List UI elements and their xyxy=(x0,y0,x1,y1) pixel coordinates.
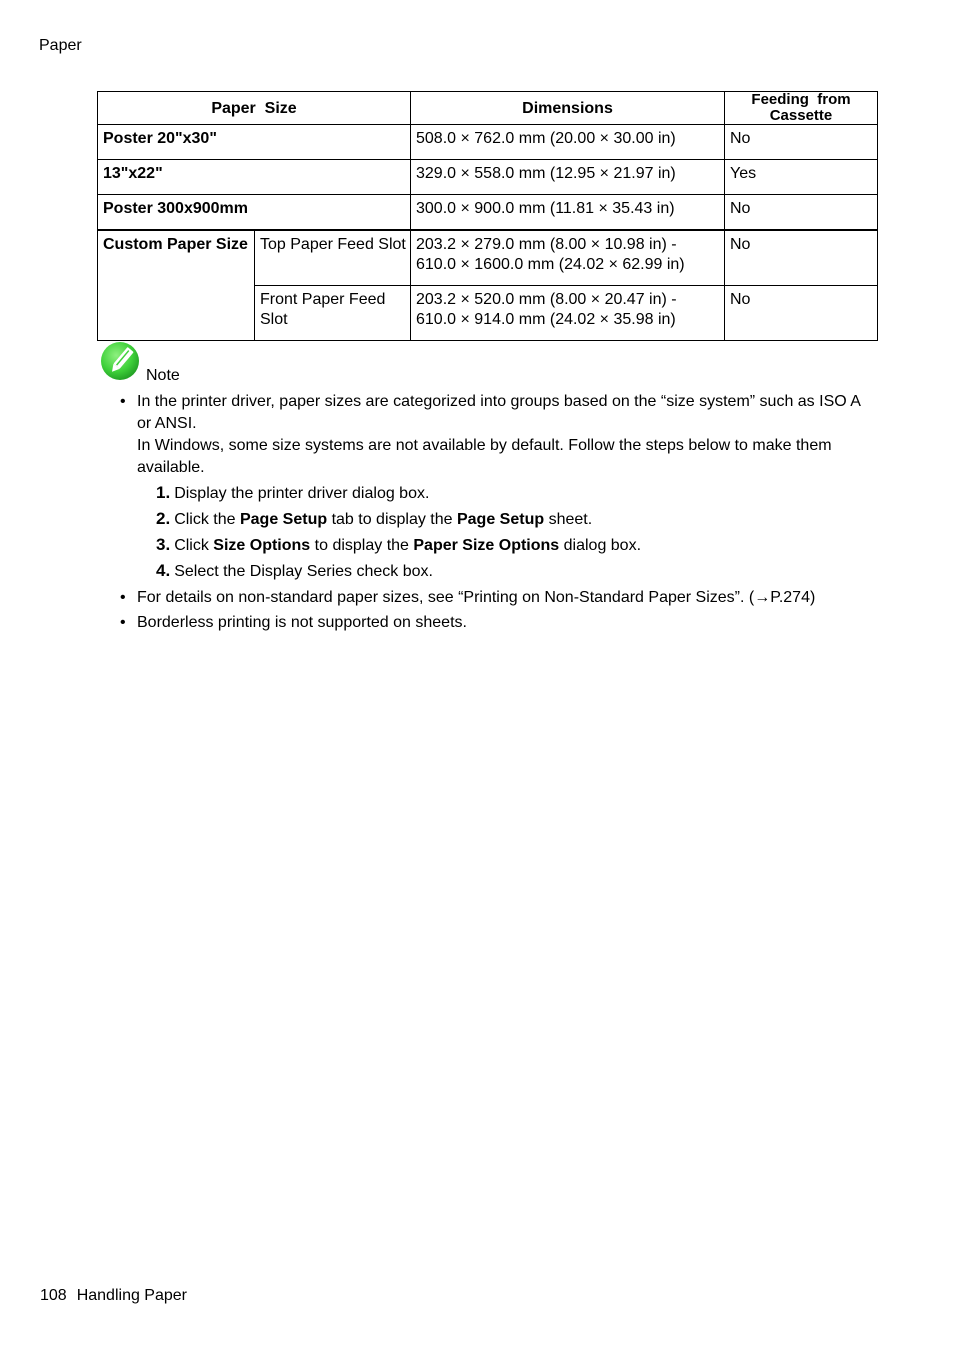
note-list xyxy=(120,391,865,637)
running-header: Paper xyxy=(39,37,82,54)
step-item xyxy=(156,533,865,558)
slot-cell: Top Paper Feed Slot xyxy=(255,230,411,286)
feeding-cell: No xyxy=(725,230,878,286)
note-text: For details on non-standard paper sizes, see “Printing on Non-Standard Paper Sizes”. (→P.274) xyxy=(137,589,816,606)
dimensions-cell: 329.0 × 558.0 mm (12.95 × 21.97 in) xyxy=(411,160,725,195)
feeding-cell: No xyxy=(725,286,878,341)
step-number: 1. xyxy=(156,483,171,502)
step-number: 3. xyxy=(156,535,171,554)
dimensions-cell: 508.0 × 762.0 mm (20.00 × 30.00 in) xyxy=(411,125,725,160)
note-text: Borderless printing is not supported on sheets. xyxy=(137,614,467,631)
paper-size-table xyxy=(97,91,878,341)
step-text: dialog box. xyxy=(559,537,642,554)
header-feeding: Feeding from Cassette xyxy=(725,92,878,125)
dimensions-cell: 203.2 × 279.0 mm (8.00 × 10.98 in) - 610.0 × 1600.0 mm (24.02 × 62.99 in) xyxy=(411,230,725,286)
step-text: Select the Display Series check box. xyxy=(174,563,433,580)
list-item xyxy=(120,612,865,634)
ui-term: Paper Size Options xyxy=(413,537,560,554)
slot-cell: Front Paper Feed Slot xyxy=(255,286,411,341)
bullet-icon: • xyxy=(120,393,126,410)
ui-term: Page Setup xyxy=(456,511,545,528)
dimensions-cell: 203.2 × 520.0 mm (8.00 × 20.47 in) - 610.0 × 914.0 mm (24.02 × 35.98 in) xyxy=(411,286,725,341)
list-item xyxy=(120,391,865,584)
step-text: tab to display the xyxy=(327,511,457,528)
feeding-cell: No xyxy=(725,195,878,231)
pencil-note-icon xyxy=(100,340,142,382)
step-number: 2. xyxy=(156,509,171,528)
paper-size-cell: Poster 300x900mm xyxy=(98,195,411,231)
step-text: to display the xyxy=(310,537,414,554)
step-item xyxy=(156,507,865,532)
steps-list xyxy=(156,481,865,584)
header-paper-size: Paper Size xyxy=(98,92,411,125)
chapter-title: Handling Paper xyxy=(76,1287,187,1304)
dimensions-cell: 300.0 × 900.0 mm (11.81 × 35.43 in) xyxy=(411,195,725,231)
ui-term: Page Setup xyxy=(239,511,328,528)
step-item xyxy=(156,481,865,506)
list-item xyxy=(120,587,865,609)
note-label: Note xyxy=(146,367,180,384)
table-header-row xyxy=(98,92,878,125)
step-text: Display the printer driver dialog box. xyxy=(174,485,430,502)
note-text: In Windows, some size systems are not available by default. Follow the steps below to make them available. xyxy=(137,437,832,476)
paper-size-cell: Poster 20"x30" xyxy=(98,125,411,160)
step-number: 4. xyxy=(156,561,171,580)
step-text: sheet. xyxy=(544,511,593,528)
header-dimensions: Dimensions xyxy=(411,92,725,125)
bullet-icon: • xyxy=(120,589,126,606)
table-row xyxy=(98,195,878,231)
table-row xyxy=(98,125,878,160)
bullet-icon: • xyxy=(120,614,126,631)
paper-size-cell: 13"x22" xyxy=(98,160,411,195)
step-text: Click the xyxy=(174,511,240,528)
step-item xyxy=(156,559,865,584)
page-footer xyxy=(40,1287,187,1305)
feeding-cell: No xyxy=(725,125,878,160)
page-number: 108 xyxy=(40,1287,67,1304)
step-text: Click xyxy=(174,537,214,554)
table-row xyxy=(98,160,878,195)
note-text: In the printer driver, paper sizes are categorized into groups based on the “size system” such as ISO A or ANSI. xyxy=(137,393,861,432)
feeding-cell: Yes xyxy=(725,160,878,195)
ui-term: Size Options xyxy=(213,537,311,554)
custom-paper-size-cell: Custom Paper Size xyxy=(98,230,255,341)
table-row xyxy=(98,230,878,286)
